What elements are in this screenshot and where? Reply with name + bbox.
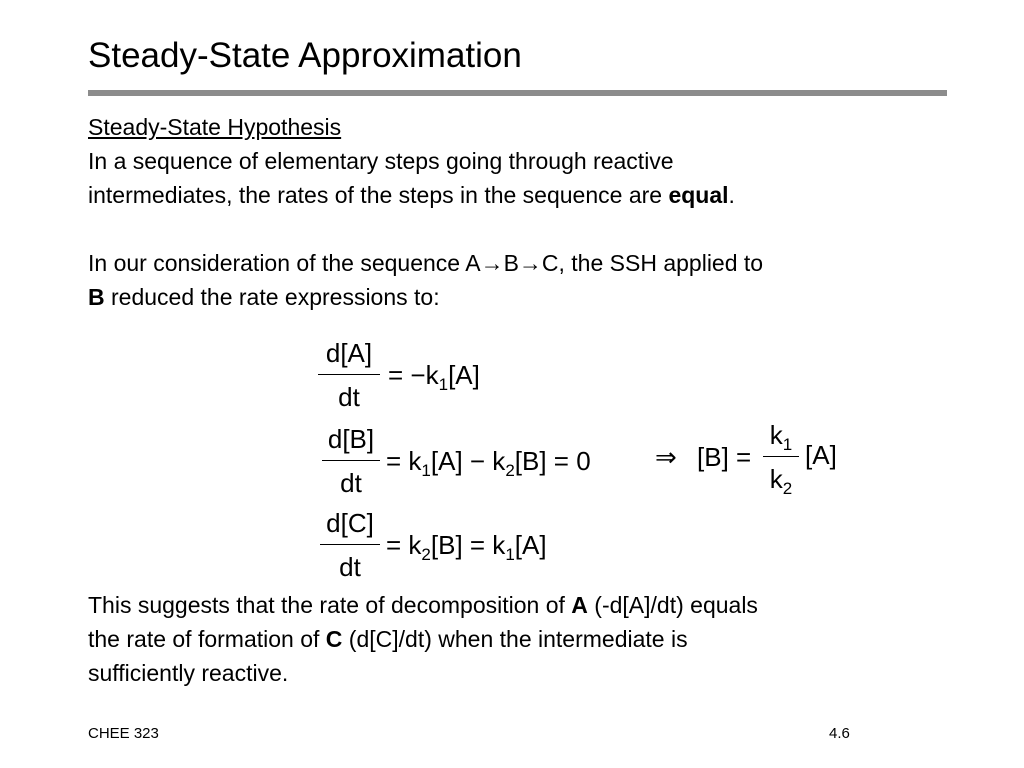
subscript: 1	[505, 545, 515, 564]
equation-2	[322, 424, 642, 504]
conclusion-line-3: sufficiently reactive.	[88, 660, 289, 686]
numerator: d[C]	[326, 508, 374, 538]
section-heading: Steady-State Hypothesis	[88, 114, 342, 140]
fraction-dc-dt	[320, 508, 380, 588]
numerator: d[A]	[325, 338, 373, 368]
text-span: In our consideration of the sequence A	[88, 250, 481, 276]
equation-3	[320, 508, 620, 588]
footer-page-number: 4.6	[829, 725, 850, 742]
text-span: reduced the rate expressions to:	[104, 284, 440, 310]
text-span: (-d[A]/dt) equals	[587, 592, 758, 618]
arrow-symbol: →	[480, 250, 504, 276]
fraction-bar	[763, 456, 799, 457]
text-span: = k	[386, 530, 422, 560]
fraction-da-dt	[318, 338, 380, 418]
fraction-k1-k2	[763, 418, 799, 498]
text-span: = −k	[388, 360, 439, 390]
text-span: This suggests that the rate of decomposition of	[88, 592, 572, 618]
subscript: 2	[421, 545, 431, 564]
paragraph-2-line-1	[88, 246, 763, 280]
text-span: [A]	[448, 360, 480, 390]
subscript: 2	[782, 479, 793, 498]
denominator: dt	[340, 468, 362, 498]
paragraph-1-line-1: In a sequence of elementary steps going through reactive	[88, 148, 674, 174]
conclusion-line-2	[88, 622, 688, 656]
fraction-bar	[320, 544, 380, 545]
denominator: dt	[338, 382, 360, 412]
slide-title: Steady-State Approximation	[88, 36, 522, 75]
text-span: k	[769, 464, 783, 494]
result-rhs: [A]	[805, 440, 837, 470]
subscript: 1	[438, 375, 449, 394]
subscript: 2	[505, 461, 515, 480]
arrow-symbol: →	[518, 250, 542, 276]
text-span: .	[728, 182, 735, 208]
emphasis-a: A	[571, 592, 588, 618]
emphasis-b: B	[88, 284, 105, 310]
fraction-bar	[322, 460, 380, 461]
paragraph-1-line-2	[88, 178, 735, 212]
text-span: [B] = 0	[514, 446, 591, 476]
text-span: [B] = k	[430, 530, 506, 560]
conclusion-line-1	[88, 588, 758, 622]
text-span: intermediates, the rates of the steps in the sequence are	[88, 182, 669, 208]
numerator	[763, 422, 799, 453]
result-equation	[655, 418, 855, 498]
text-span: = k	[386, 446, 422, 476]
footer-course: CHEE 323	[88, 725, 159, 742]
text-span: B	[503, 250, 519, 276]
implies-symbol: ⇒	[655, 442, 677, 472]
text-span: k	[769, 420, 783, 450]
fraction-bar	[318, 374, 380, 375]
subscript: 1	[782, 435, 793, 454]
text-span: [A]	[514, 530, 547, 560]
text-span: the rate of formation of	[88, 626, 326, 652]
title-divider	[88, 90, 947, 96]
text-span: (d[C]/dt) when the intermediate is	[342, 626, 688, 652]
equation-1-rhs	[388, 362, 480, 393]
paragraph-2-line-2	[88, 280, 440, 314]
equation-3-rhs	[386, 532, 547, 563]
equation-1	[318, 338, 518, 418]
equation-2-rhs	[386, 448, 591, 479]
fraction-db-dt	[322, 424, 380, 504]
text-span: [A] − k	[430, 446, 506, 476]
emphasis-equal: equal	[668, 182, 729, 208]
result-lhs: [B] =	[697, 442, 752, 472]
denominator	[763, 466, 799, 497]
numerator: d[B]	[327, 424, 375, 454]
subscript: 1	[421, 461, 431, 480]
text-span: C, the SSH applied to	[541, 250, 764, 276]
emphasis-c: C	[325, 626, 343, 652]
denominator: dt	[339, 552, 361, 582]
